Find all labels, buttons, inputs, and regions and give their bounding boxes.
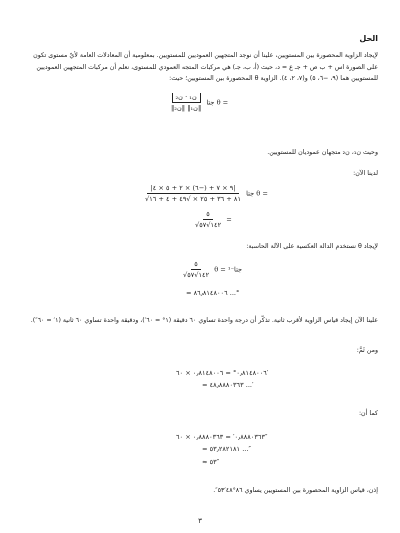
formula-seconds-conversion: ٠٫٨٨٨٠٣٦٣′ = ٠٫٨٨٨٠٣٦٣ × ٦٠″ [176, 433, 268, 441]
formula-2-lhs: جتا θ = [246, 189, 268, 198]
conclusion-sentence: إذن، قياس الزاوية المحصورة بين المستويين يساوي ٨٦°٤٨′٥٣″. [213, 487, 378, 494]
formula-seconds-result: = ٥٣٫٢٨٢١٨١ ...″ [202, 445, 251, 453]
formula-minutes-result: = ٤٨٫٨٨٨٠٣٦٣ ...′ [202, 381, 254, 389]
formula-seconds-rounded: ≈ ٥٣″ [202, 458, 220, 466]
formula-cos-theta-definition [168, 93, 228, 112]
from-here-label: ومن ثَمَّ: [356, 347, 378, 354]
formula-1-fraction [168, 93, 204, 112]
nearest-second-paragraph: علينا الآن إيجاد قياس الزاوية لأقرب ثانية. تذكّر أن درجة واحدة تساوي ٦٠ دقيقة (١° = ٦٠′)، ودقيقة واحدة تساوي ٦٠ ثانية (١′ = ٦٠″). [30, 317, 378, 324]
formula-2b-fraction [192, 210, 224, 229]
formula-3-numerator: ٥ [191, 260, 201, 270]
page-number: ٣ [198, 517, 202, 525]
intro-paragraph: لإيجاد الزاوية المحصورة بين المستويين، علينا أن نوجد المتجهين العموديين للمستويين. بمعلومية أن المعادلات العامة لأيّ مستوى تكون على الصورة اس + ب ص + جـ ع = د، حيث (أ، ب، جـ) هي مركبات المتجه العمودي للمستوى، نعلم أن مركبات المتجهين العموديين للمستويين هما (٩، −٦، ٥) و(٧، ٢، ٤). الزاوية θ المحصورة بين المستويين؛ حيث: [33, 52, 378, 82]
formula-2-denominator: √٨١ + ٣٦ + ٢٥ × √٤٩ + ٤ + ١٦ [145, 195, 242, 203]
formula-3-fraction [180, 260, 212, 279]
formula-2b-lhs: = [226, 215, 232, 224]
formula-2-fraction [142, 184, 244, 203]
formula-minutes-conversion: ٠٫٨١٤٨٠٠٦° = ٠٫٨١٤٨٠٠٦ × ٦٠′ [176, 369, 269, 377]
formula-theta-inverse [180, 260, 242, 279]
formula-1-lhs: جتا θ = [206, 98, 229, 107]
formula-theta-result: = ٨٦٫٨١٤٨٠٠٦ ...° [186, 289, 240, 297]
formula-2b-denominator: √١٤٢√٥٧ [195, 221, 222, 229]
also-label: كما أن: [358, 410, 378, 417]
formula-3-lhs: θ = جتا⁻¹ [214, 265, 243, 274]
inverse-function-note: لإيجاد θ نستخدم الدالة العكسية على الآلة الحاسبة: [246, 243, 378, 250]
formula-2-numerator: |٩ × ٧ + (−٦) × ٢ + ٥ × ٤| [147, 184, 238, 194]
formula-2b-numerator: ٥ [203, 210, 213, 220]
formula-1-denominator: ‖ن₁‖ ‖ن₂‖ [171, 104, 202, 112]
formula-cos-theta-simplified [192, 210, 232, 229]
normal-vectors-note: وحيث ن₁، ن₂ متجهان عموديان للمستويين. [267, 149, 378, 156]
formula-1-numerator: ن₁ · ن₂ [172, 93, 201, 103]
formula-cos-theta-substituted [142, 184, 268, 203]
formula-3-denominator: √١٤٢√٥٧ [183, 271, 210, 279]
now-we-have-label: لدينا الآن: [353, 170, 378, 177]
section-heading: الحل [359, 34, 378, 43]
